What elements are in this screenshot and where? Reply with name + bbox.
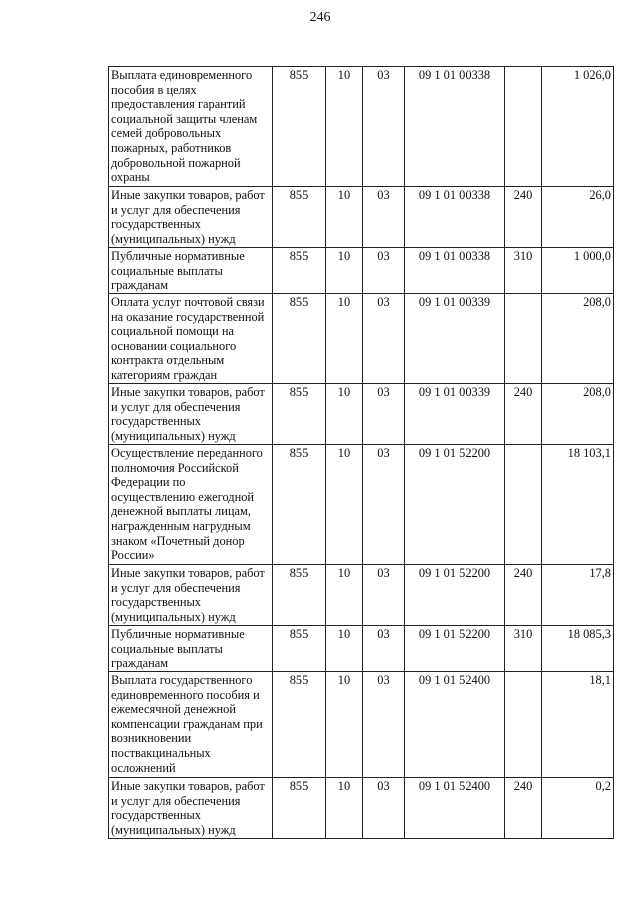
expense-type-cell: 310 — [505, 626, 542, 672]
section-code-cell: 10 — [326, 672, 363, 778]
table-row — [109, 565, 614, 626]
section-code-cell: 10 — [326, 187, 363, 248]
expense-type-cell — [505, 445, 542, 565]
budget-table — [108, 66, 614, 839]
ministry-code-cell: 855 — [273, 294, 326, 384]
ministry-code-cell: 855 — [273, 445, 326, 565]
subsection-code-cell: 03 — [363, 187, 405, 248]
ministry-code-cell: 855 — [273, 672, 326, 778]
table-row — [109, 778, 614, 839]
subsection-code-cell: 03 — [363, 248, 405, 294]
table-row — [109, 384, 614, 445]
expense-name-cell: Иные закупки товаров, работ и услуг для обеспечения государственных (муниципальных) нужд — [109, 384, 273, 445]
expense-name-cell: Публичные нормативные социальные выплаты гражданам — [109, 248, 273, 294]
table-row — [109, 187, 614, 248]
budget-table-body — [109, 67, 614, 839]
expense-type-cell — [505, 672, 542, 778]
expense-type-cell — [505, 294, 542, 384]
amount-cell: 208,0 — [542, 294, 614, 384]
amount-cell: 1 026,0 — [542, 67, 614, 187]
target-article-cell: 09 1 01 52200 — [405, 445, 505, 565]
ministry-code-cell: 855 — [273, 778, 326, 839]
section-code-cell: 10 — [326, 248, 363, 294]
amount-cell: 26,0 — [542, 187, 614, 248]
amount-cell: 17,8 — [542, 565, 614, 626]
section-code-cell: 10 — [326, 67, 363, 187]
expense-type-cell — [505, 67, 542, 187]
target-article-cell: 09 1 01 52400 — [405, 778, 505, 839]
subsection-code-cell: 03 — [363, 626, 405, 672]
section-code-cell: 10 — [326, 384, 363, 445]
target-article-cell: 09 1 01 00338 — [405, 187, 505, 248]
ministry-code-cell: 855 — [273, 565, 326, 626]
section-code-cell: 10 — [326, 565, 363, 626]
ministry-code-cell: 855 — [273, 187, 326, 248]
amount-cell: 18 085,3 — [542, 626, 614, 672]
expense-name-cell: Осуществление переданного полномочия Российской Федерации по осуществлению ежегодной денежной выплаты лицам, награжденным нагрудным знаком «Почетный донор России» — [109, 445, 273, 565]
amount-cell: 0,2 — [542, 778, 614, 839]
expense-name-cell: Выплата единовременного пособия в целях предоставления гарантий социальной защиты членам семей добровольных пожарных, работников добровольной пожарной охраны — [109, 67, 273, 187]
table-row — [109, 445, 614, 565]
section-code-cell: 10 — [326, 294, 363, 384]
target-article-cell: 09 1 01 00338 — [405, 67, 505, 187]
expense-name-cell: Оплата услуг почтовой связи на оказание государственной социальной помощи на основании социального контракта отдельным категориям граждан — [109, 294, 273, 384]
subsection-code-cell: 03 — [363, 294, 405, 384]
ministry-code-cell: 855 — [273, 384, 326, 445]
expense-name-cell: Выплата государственного единовременного пособия и ежемесячной денежной компенсации гражданам при возникновении поствакцинальных осложнений — [109, 672, 273, 778]
table-row — [109, 294, 614, 384]
page-number: 246 — [309, 10, 331, 25]
section-code-cell: 10 — [326, 778, 363, 839]
ministry-code-cell: 855 — [273, 626, 326, 672]
table-row — [109, 248, 614, 294]
expense-name-cell: Публичные нормативные социальные выплаты гражданам — [109, 626, 273, 672]
target-article-cell: 09 1 01 00338 — [405, 248, 505, 294]
expense-type-cell: 240 — [505, 187, 542, 248]
target-article-cell: 09 1 01 52200 — [405, 565, 505, 626]
ministry-code-cell: 855 — [273, 248, 326, 294]
expense-type-cell: 240 — [505, 778, 542, 839]
expense-name-cell: Иные закупки товаров, работ и услуг для обеспечения государственных (муниципальных) нужд — [109, 565, 273, 626]
expense-type-cell: 240 — [505, 565, 542, 626]
amount-cell: 1 000,0 — [542, 248, 614, 294]
target-article-cell: 09 1 01 52200 — [405, 626, 505, 672]
table-row — [109, 672, 614, 778]
amount-cell: 18,1 — [542, 672, 614, 778]
amount-cell: 208,0 — [542, 384, 614, 445]
subsection-code-cell: 03 — [363, 778, 405, 839]
expense-type-cell: 240 — [505, 384, 542, 445]
target-article-cell: 09 1 01 52400 — [405, 672, 505, 778]
target-article-cell: 09 1 01 00339 — [405, 294, 505, 384]
table-row — [109, 626, 614, 672]
ministry-code-cell: 855 — [273, 67, 326, 187]
subsection-code-cell: 03 — [363, 67, 405, 187]
expense-type-cell: 310 — [505, 248, 542, 294]
amount-cell: 18 103,1 — [542, 445, 614, 565]
expense-name-cell: Иные закупки товаров, работ и услуг для обеспечения государственных (муниципальных) нужд — [109, 187, 273, 248]
subsection-code-cell: 03 — [363, 445, 405, 565]
target-article-cell: 09 1 01 00339 — [405, 384, 505, 445]
table-row — [109, 67, 614, 187]
section-code-cell: 10 — [326, 626, 363, 672]
subsection-code-cell: 03 — [363, 672, 405, 778]
expense-name-cell: Иные закупки товаров, работ и услуг для обеспечения государственных (муниципальных) нужд — [109, 778, 273, 839]
subsection-code-cell: 03 — [363, 565, 405, 626]
subsection-code-cell: 03 — [363, 384, 405, 445]
section-code-cell: 10 — [326, 445, 363, 565]
